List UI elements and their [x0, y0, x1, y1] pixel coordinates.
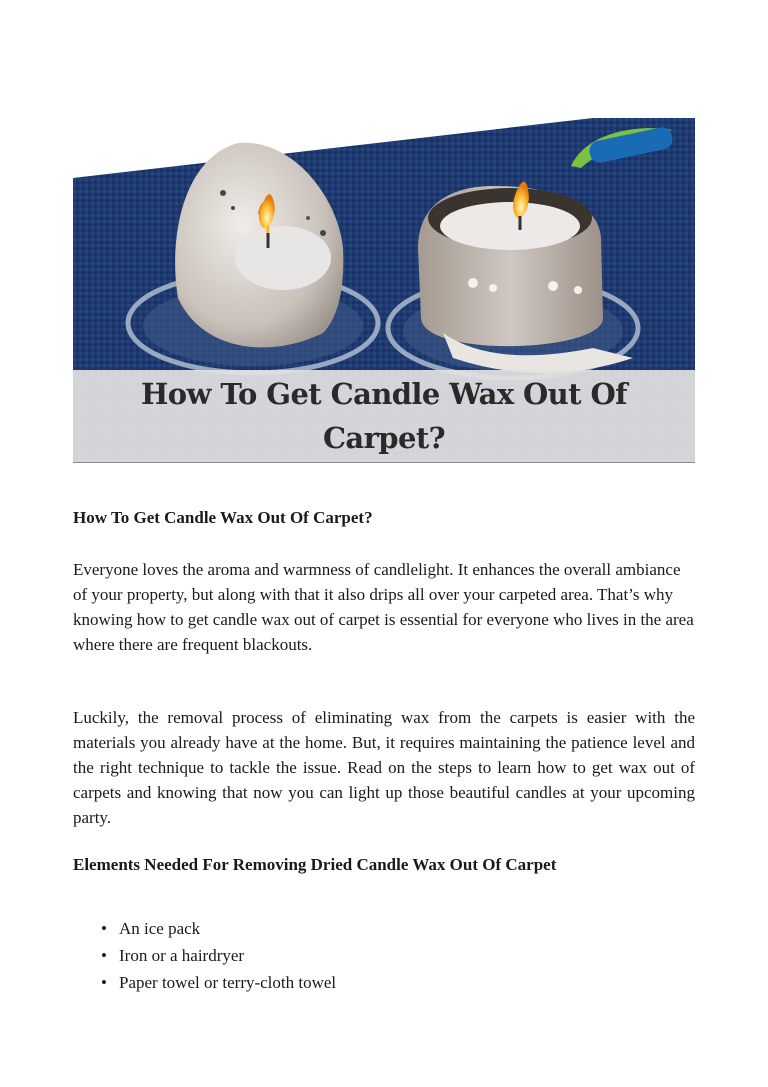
- hero-image: [73, 118, 695, 463]
- list-item: • Paper towel or terry-cloth towel: [119, 969, 695, 996]
- article-body: [73, 505, 695, 996]
- hero-caption: How To Get Candle Wax Out Of Carpet?: [141, 377, 627, 455]
- section-heading: Elements Needed For Removing Dried Candle Wax Out Of Carpet: [73, 855, 557, 874]
- article-title: How To Get Candle Wax Out Of Carpet?: [73, 508, 373, 527]
- list-item: • Iron or a hairdryer: [119, 942, 695, 969]
- hero-caption-band: [73, 370, 695, 463]
- process-paragraph: Luckily, the removal process of eliminating wax from the carpets is easier with the materials you already have at the home. But, it requires maintaining the patience level and the right technique to tackle the issue. Read on the steps to learn how to get wax out of carpets and knowing that now you can light up those beautiful candles at your upcoming party.: [73, 708, 695, 827]
- list-item: • An ice pack: [119, 915, 695, 942]
- mycleaner-logo: [567, 122, 677, 172]
- materials-list: [73, 915, 695, 996]
- intro-paragraph: Everyone loves the aroma and warmness of candlelight. It enhances the overall ambiance of your property, but along with that it also drips all over your carpeted area. That’s why knowing how to get candle wax out of carpet is essential for everyone who lives in the area where there are frequent blackouts.: [73, 560, 694, 654]
